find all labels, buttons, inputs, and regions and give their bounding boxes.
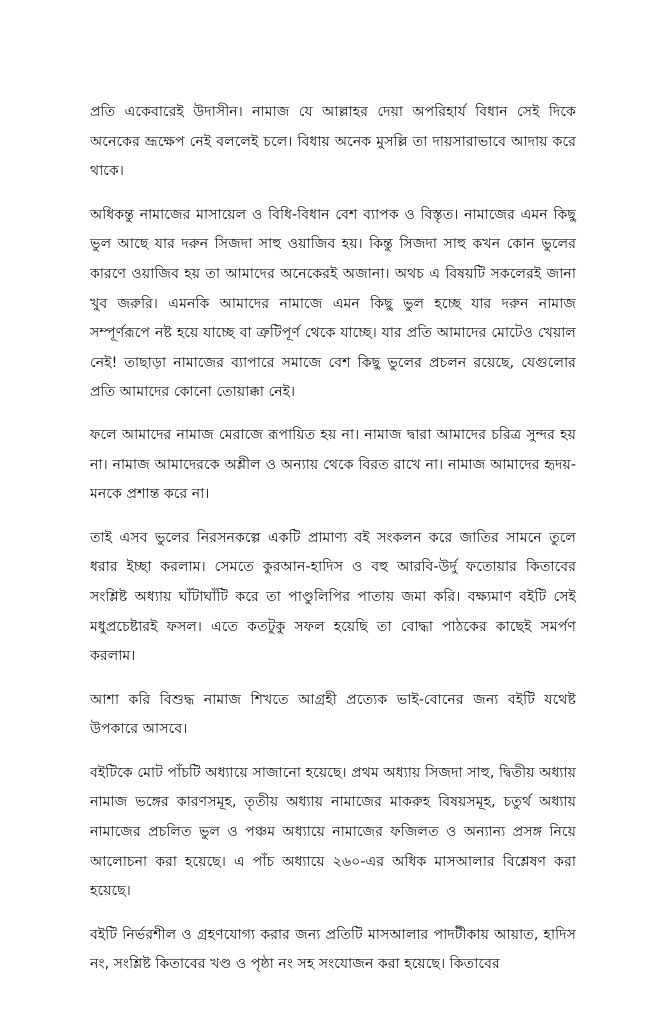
paragraph-5: আশা করি বিশুদ্ধ নামাজ শিখতে আগ্রহী প্রত্যেক ভাই-বোনের জন্য বইটি যথেষ্ট উপকারে আসবে। — [90, 691, 576, 738]
paragraph-6: বইটিকে মোট পাঁচটি অধ্যায়ে সাজানো হয়েছে। প্রথম অধ্যায় সিজদা সাহু, দ্বিতীয় অধ্যায় নামাজ ভঙ্গের কারণসমূহ, তৃতীয় অধ্যায় নামাজের মাকরুহ বিষয়সমূহ, চতুর্থ অধ্যায় নামাজের প্রচলিত ভুল ও পঞ্চম অধ্যায়ে নামাজের ফজিলত ও অন্যান্য প্রসঙ্গ নিয়ে আলোচনা করা হয়েছে। এ পাঁচ অধ্যায়ে ২৬০-এর অধিক মাসআলার বিশ্লেষণ করা হয়েছে। — [90, 764, 576, 900]
paragraph-2: অধিকন্তু নামাজের মাসায়েল ও বিধি-বিধান বেশ ব্যাপক ও বিস্তৃত। নামাজের এমন কিছু ভুল আছে যার দরুন সিজদা সাহু ওয়াজিব হয়। কিন্তু সিজদা সাহু কখন কোন ভুলের কারণে ওয়াজিব হয় তা আমাদের অনেকেরই অজানা। অথচ এ বিষয়টি সকলেরই জানা খুব জরুরি। এমনকি আমাদের নামাজে এমন কিছু ভুল হচ্ছে যার দরুন নামাজ সম্পূর্ণরূপে নষ্ট হয়ে যাচ্ছে বা ত্রুটিপূর্ণ থেকে যাচ্ছে। যার প্রতি আমাদের মোটেও খেয়াল নেই! তাছাড়া নামাজের ব্যাপারে সমাজে বেশ কিছু ভুলের প্রচলন রয়েছে, যেগুলোর প্রতি আমাদের কোনো তোয়াক্কা নেই। — [90, 206, 576, 401]
page-body — [90, 98, 576, 980]
paragraph-3: ফলে আমাদের নামাজ মেরাজে রূপায়িত হয় না। নামাজ দ্বারা আমাদের চরিত্র সুন্দর হয় না। নামাজ আমাদেরকে অশ্লীল ও অন্যায় থেকে বিরত রাখে না। নামাজ আমাদের হৃদয়-মনকে প্রশান্ত করে না। — [90, 426, 576, 503]
paragraph-4: তাই এসব ভুলের নিরসনকল্পে একটি প্রামাণ্য বই সংকলন করে জাতির সামনে তুলে ধরার ইচ্ছা করলাম। সেমতে কুরআন-হাদিস ও বহু আরবি-উর্দু ফতোয়ার কিতাবের সংশ্লিষ্ট অধ্যায় ঘাঁটাঘাঁটি করে তা পাণ্ডুলিপির পাতায় জমা করি। বক্ষ্যমাণ বইটি সেই মধুপ্রচেষ্টারই ফসল। এতে কতটুকু সফল হয়েছি তা বোদ্ধা পাঠকের কাছেই সমর্পণ করলাম। — [90, 529, 576, 665]
paragraph-7: বইটি নির্ভরশীল ও গ্রহণযোগ্য করার জন্য প্রতিটি মাসআলার পাদটীকায় আয়াত, হাদিস নং, সংশ্লিষ্ট কিতাবের খণ্ড ও পৃষ্ঠা নং সহ সংযোজন করা হয়েছে। কিতাবের — [90, 926, 576, 973]
paragraph-1: প্রতি একেবারেই উদাসীন। নামাজ যে আল্লাহর দেয়া অপরিহার্য বিধান সেই দিকে অনেকের ভ্রূক্ষেপ নেই বললেই চলে। বিধায় অনেক মুসল্লি তা দায়সারাভাবে আদায় করে থাকে। — [90, 104, 576, 180]
